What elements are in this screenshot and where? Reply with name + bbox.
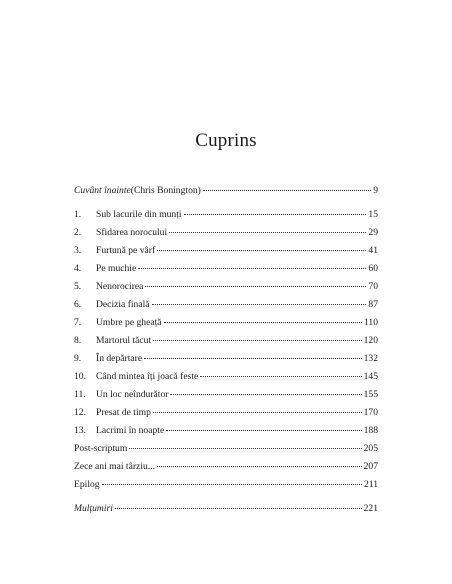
dot-leader bbox=[164, 322, 362, 323]
toc-entry-page: 145 bbox=[363, 371, 378, 382]
toc-entry-author: (Chris Bonington) bbox=[130, 185, 201, 196]
toc-entry-label: Mulțumiri bbox=[74, 503, 113, 514]
toc-entry-page: 170 bbox=[363, 407, 378, 418]
chapter-number: 11. bbox=[74, 389, 86, 400]
toc-entry-chapter bbox=[74, 226, 378, 240]
toc-entry-label: Epilog bbox=[74, 479, 100, 490]
chapter-number: 6. bbox=[74, 299, 82, 310]
chapter-number: 9. bbox=[74, 353, 82, 364]
toc-entry-page: 60 bbox=[368, 263, 378, 274]
chapter-number: 12. bbox=[74, 407, 86, 418]
toc-entry-page: 29 bbox=[368, 227, 378, 238]
toc-entry-epilogue bbox=[74, 478, 378, 492]
chapter-number: 4. bbox=[74, 263, 82, 274]
chapter-number: 2. bbox=[74, 227, 82, 238]
toc-entry-chapter bbox=[74, 352, 378, 366]
chapter-number: 7. bbox=[74, 317, 82, 328]
toc-entry-label: În depărtare bbox=[96, 353, 143, 364]
dot-leader bbox=[115, 508, 362, 509]
toc-entry-acknowledgements bbox=[74, 502, 378, 516]
dot-leader bbox=[153, 412, 362, 413]
toc-entry-chapter bbox=[74, 244, 378, 258]
toc-entry-page: 110 bbox=[363, 317, 378, 328]
dot-leader bbox=[157, 466, 362, 467]
chapter-number: 8. bbox=[74, 335, 82, 346]
dot-leader bbox=[153, 340, 361, 341]
toc-entry-post-scriptum bbox=[74, 442, 378, 456]
toc-entry-label: Lacrimi în noapte bbox=[96, 425, 165, 436]
dot-leader bbox=[102, 484, 362, 485]
toc-entry-page: 205 bbox=[363, 443, 378, 454]
toc-entry-label: Post-scriptum bbox=[74, 443, 128, 454]
page-title: Cuprins bbox=[195, 130, 257, 151]
dot-leader bbox=[144, 358, 362, 359]
toc-entry-label: Nenorocirea bbox=[96, 281, 144, 292]
chapter-number: 13. bbox=[74, 425, 86, 436]
toc-entry-chapter bbox=[74, 208, 378, 222]
toc-entry-page: 87 bbox=[368, 299, 378, 310]
chapter-number: 1. bbox=[74, 209, 82, 220]
dot-leader bbox=[129, 448, 361, 449]
toc-entry-label: Martorul tăcut bbox=[96, 335, 152, 346]
toc-entry-page: 132 bbox=[363, 353, 378, 364]
toc-entry-chapter bbox=[74, 316, 378, 330]
chapter-number: 5. bbox=[74, 281, 82, 292]
dot-leader bbox=[152, 304, 367, 305]
dot-leader bbox=[166, 430, 361, 431]
toc-entry-label: Un loc neîndurător bbox=[96, 389, 169, 400]
toc-entry-page: 207 bbox=[363, 461, 378, 472]
dot-leader bbox=[203, 190, 371, 191]
toc-entry-label: Când mintea îți joacă feste bbox=[96, 371, 199, 382]
toc-entry-label: Cuvânt înainte bbox=[74, 185, 131, 196]
dot-leader bbox=[169, 232, 366, 233]
toc-entry-chapter bbox=[74, 280, 378, 294]
toc-entry-label: Umbre pe gheață bbox=[96, 317, 162, 328]
chapter-number: 10. bbox=[74, 371, 86, 382]
chapter-number: 3. bbox=[74, 245, 82, 256]
toc-entry-chapter bbox=[74, 388, 378, 402]
toc-entry-label: Furtună pe vârf bbox=[96, 245, 156, 256]
dot-leader bbox=[184, 214, 367, 215]
dot-leader bbox=[170, 394, 361, 395]
toc-entry-page: 70 bbox=[368, 281, 378, 292]
toc-entry-page: 211 bbox=[363, 479, 378, 490]
toc-entry-chapter bbox=[74, 334, 378, 348]
toc-entry-page: 188 bbox=[363, 425, 378, 436]
toc-entry-chapter bbox=[74, 406, 378, 420]
toc-entry-label: Sfidarea norocului bbox=[96, 227, 168, 238]
toc-entry-chapter bbox=[74, 262, 378, 276]
toc-entry-page: 41 bbox=[368, 245, 378, 256]
toc-entry-page: 15 bbox=[368, 209, 378, 220]
toc-entry-label: Pe muchie bbox=[96, 263, 137, 274]
toc-entry-chapter bbox=[74, 370, 378, 384]
dot-leader bbox=[138, 268, 366, 269]
dot-leader bbox=[157, 250, 366, 251]
toc-entry-chapter bbox=[74, 298, 378, 312]
dot-leader bbox=[145, 286, 366, 287]
toc-entry-label: Presat de timp bbox=[96, 407, 151, 418]
toc-entry-page: 155 bbox=[363, 389, 378, 400]
toc-entry-page: 9 bbox=[373, 185, 378, 196]
toc-entry-foreword bbox=[74, 184, 378, 198]
toc-entry-label: Sub lacurile din munți bbox=[96, 209, 182, 220]
toc-entry-label: Decizia finală bbox=[96, 299, 150, 310]
toc-entry-label: Zece ani mai târziu... bbox=[74, 461, 155, 472]
toc-entry-ten-years-later bbox=[74, 460, 378, 474]
toc-entry-page: 221 bbox=[363, 503, 378, 514]
toc-entry-chapter bbox=[74, 424, 378, 438]
toc-entry-page: 120 bbox=[363, 335, 378, 346]
dot-leader bbox=[200, 376, 361, 377]
